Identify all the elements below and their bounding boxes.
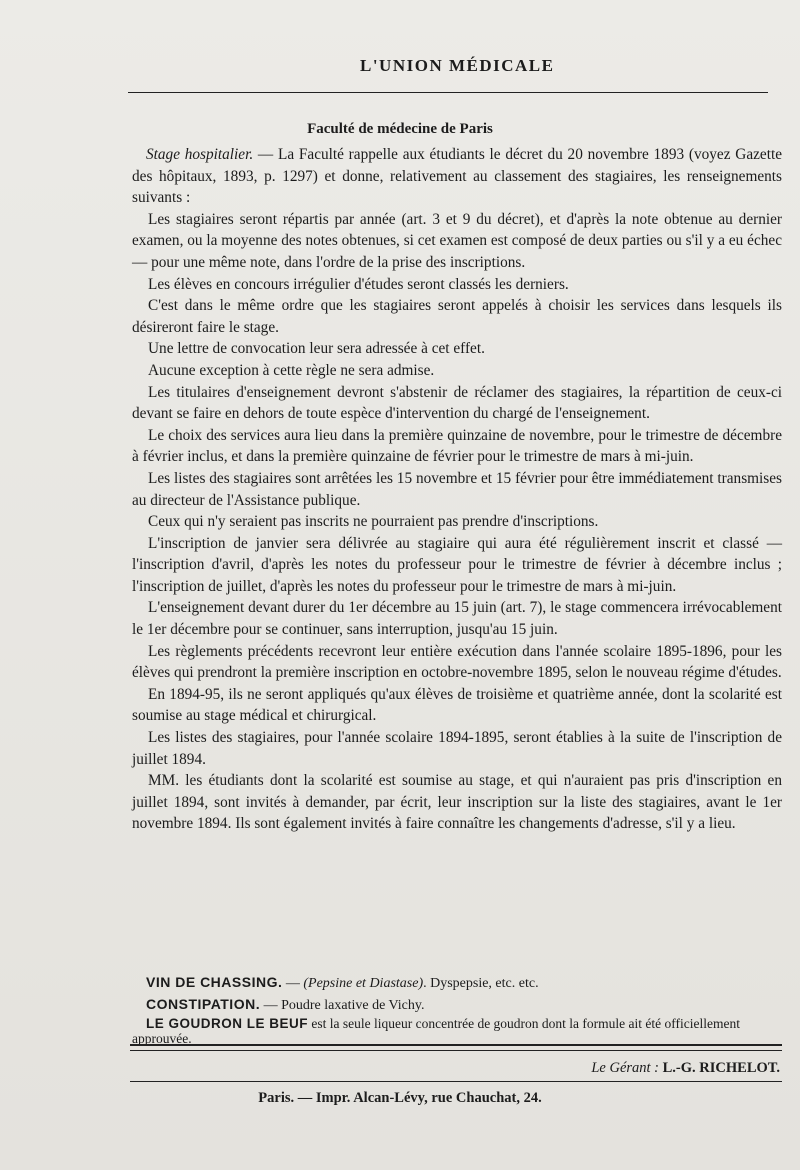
ad-text: . Dyspepsie, etc. etc. bbox=[423, 976, 539, 991]
gerant-label: Le Gérant : bbox=[591, 1060, 663, 1076]
ad-text: — Poudre laxative de Vichy. bbox=[260, 998, 425, 1013]
gerant-name: L.-G. RICHELOT. bbox=[662, 1060, 780, 1076]
article-paragraph: Le choix des services aura lieu dans la première quinzaine de novembre, pour le trimestre de décembre à février inclus, et dans la première quinzaine de février pour le trimestre de mars à mi-juin. bbox=[132, 426, 782, 466]
advertisements bbox=[132, 972, 782, 1046]
article-paragraph: L'inscription de janvier sera délivrée au stagiaire qui aura été régulièrement inscrit et classé — l'inscription d'avril, d'après les notes du professeur pour le trimestre de février à décembre inclus ; l'inscription de juillet, d'après les notes du professeur pour le trimestre de mars à mi-juin. bbox=[132, 534, 782, 595]
article-paragraph: MM. les étudiants dont la scolarité est soumise au stage, et qui n'auraient pas pris d'inscription en juillet 1894, sont invités à demander, par écrit, leur inscription sur la liste des stagiaires, avant le 1er novembre 1894. Ils sont également invités à faire connaître les changements d'adresse, s'il y a lieu. bbox=[132, 772, 782, 833]
footer-double-rule bbox=[130, 1044, 782, 1051]
ad-text: est la seule liqueur concentrée de goudron dont la formule ait été officiellement approuvée. bbox=[132, 1016, 740, 1046]
article-paragraph bbox=[132, 144, 782, 209]
article-paragraph: Ceux qui n'y seraient pas inscrits ne pourraient pas prendre d'inscriptions. bbox=[148, 513, 599, 531]
ad-name: CONSTIPATION. bbox=[146, 996, 261, 1012]
ad-name: VIN DE CHASSING. bbox=[146, 974, 283, 990]
article-paragraph: Aucune exception à cette règle ne sera admise. bbox=[148, 361, 435, 379]
ad-constipation bbox=[132, 994, 782, 1016]
article-paragraph: L'enseignement devant durer du 1er décembre au 15 juin (art. 7), le stage commencera irrévocablement le 1er décembre pour se continuer, sans interruption, jusqu'au 15 juin. bbox=[132, 599, 782, 639]
article-paragraph: Une lettre de convocation leur sera adressée à cet effet. bbox=[148, 340, 485, 358]
ad-name: LE GOUDRON LE BEUF bbox=[146, 1016, 309, 1031]
article-paragraph: Les règlements précédents recevront leur entière exécution dans l'année scolaire 1895-1896, pour les élèves qui prendront la première inscription en octobre-novembre 1895, selon le nouveau régime d'études. bbox=[132, 642, 782, 682]
section-title: Faculté de médecine de Paris bbox=[307, 121, 493, 137]
footer-rule bbox=[130, 1081, 782, 1082]
article-paragraph: Les listes des stagiaires, pour l'année scolaire 1894-1895, seront établies à la suite de l'inscription de juillet 1894. bbox=[132, 729, 782, 768]
article-paragraph: Les listes des stagiaires sont arrêtées les 15 novembre et 15 février pour être immédiatement transmises au directeur de l'Assistance publique. bbox=[132, 469, 782, 509]
ad-goudron bbox=[132, 1016, 782, 1046]
article-paragraph: En 1894-95, ils ne seront appliqués qu'aux élèves de troisième et quatrième année, dont la scolarité est soumise au stage médical et chirurgical. bbox=[132, 685, 782, 725]
ad-subtitle: (Pepsine et Diastase) bbox=[303, 976, 424, 991]
printer-imprint: Paris. — Impr. Alcan-Lévy, rue Chauchat, 24. bbox=[258, 1090, 542, 1106]
header-rule bbox=[128, 92, 768, 93]
article-paragraph: C'est dans le même ordre que les stagiaires seront appelés à choisir les services dans lesquels ils désireront faire le stage. bbox=[132, 297, 782, 336]
gerant-line bbox=[591, 1060, 780, 1077]
article-lead: Stage hospitalier. bbox=[146, 146, 254, 163]
paragraph-text: — La Faculté rappelle aux étudiants le décret du 20 novembre 1893 (voyez Gazette des hôpitaux, 1893, p. 1297) et donne, relativement au classement des stagiaires, les renseignements suivants : bbox=[132, 146, 782, 207]
article-paragraph: Les élèves en concours irrégulier d'études seront classés les derniers. bbox=[148, 275, 569, 293]
ad-vin-de-chassing: VIN DE CHASSING. — (Pepsine et Diastase). Dyspepsie, etc. etc. bbox=[146, 974, 539, 991]
article-paragraph: Les titulaires d'enseignement devront s'abstenir de réclamer des stagiaires, la répartition de ceux-ci devant se faire en dehors de toute espèce d'intervention du chargé de l'enseignement. bbox=[132, 383, 782, 423]
article-paragraph: Les stagiaires seront répartis par année (art. 3 et 9 du décret), et d'après la note obtenue au dernier examen, ou la moyenne des notes obtenues, si cet examen est composé de deux parties ou s'il y a eu échec — pour une même note, dans l'ordre de la prise des inscriptions. bbox=[132, 210, 782, 271]
running-head: L'UNION MÉDICALE bbox=[360, 56, 555, 75]
article-body bbox=[132, 144, 782, 835]
